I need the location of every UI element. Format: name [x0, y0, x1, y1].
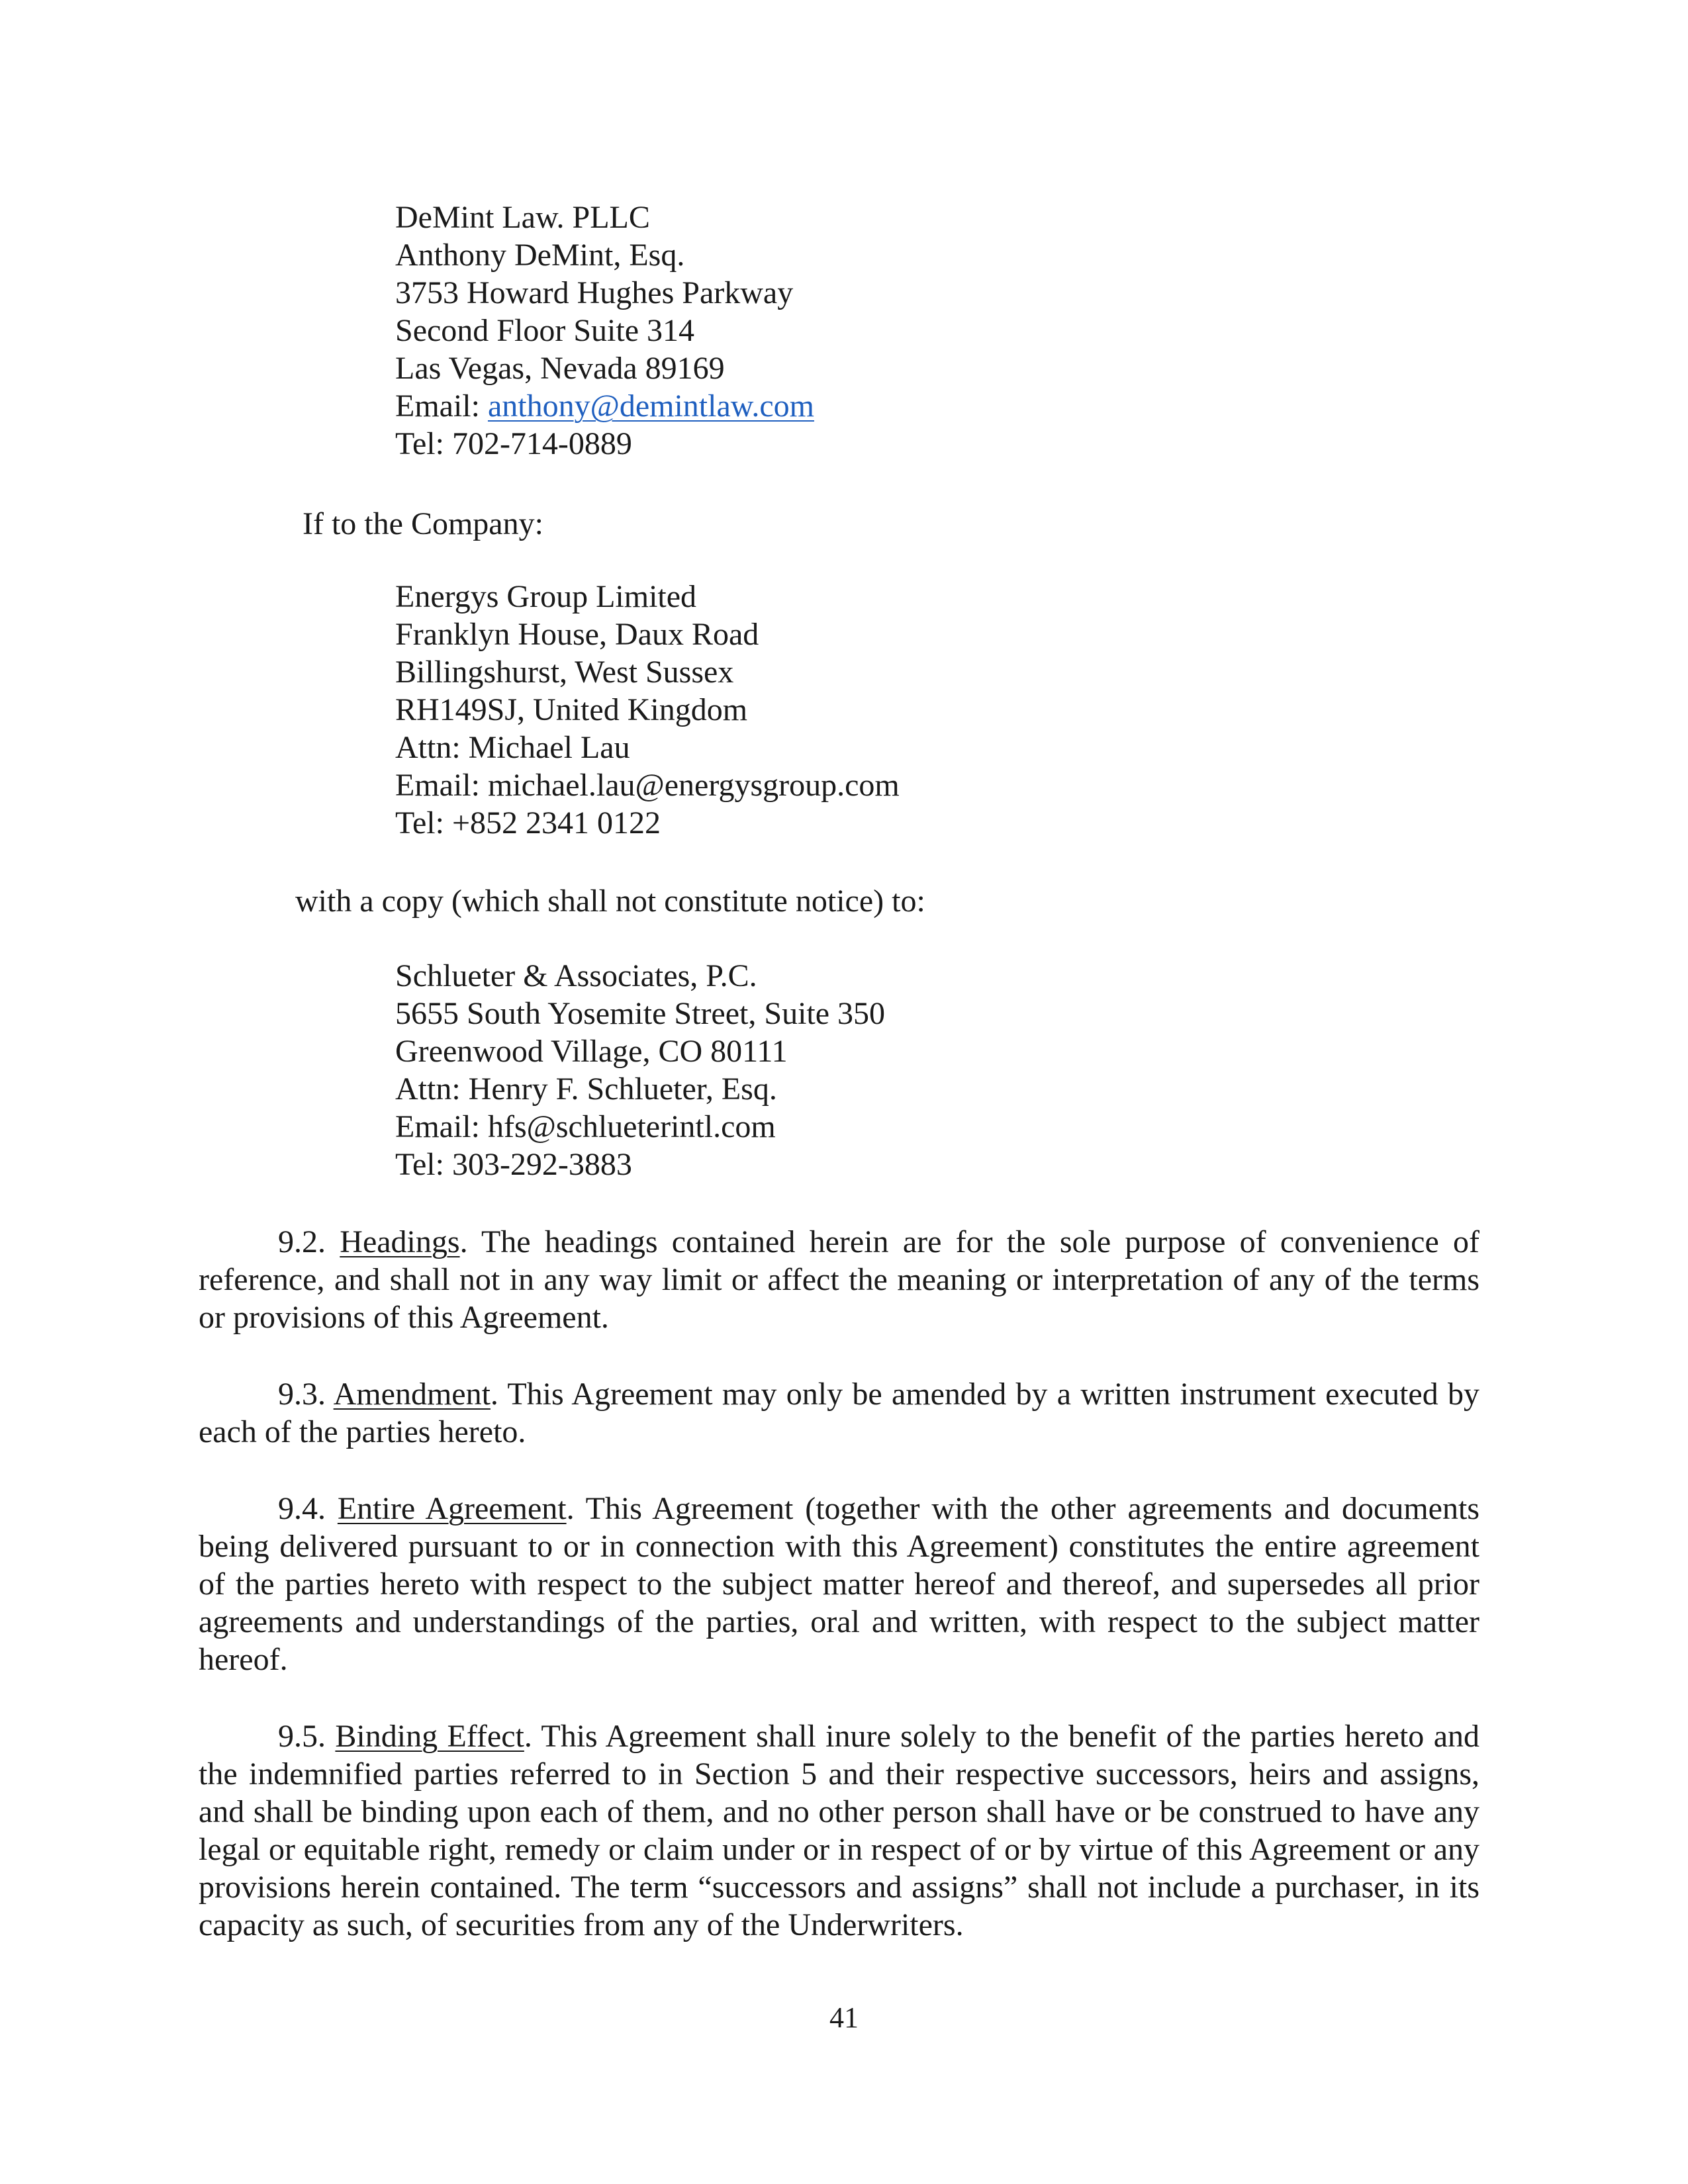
- section-text: . This Agreement shall inure solely to the benefit of the parties hereto and the indemnified parties referred to in Section 5 and their respective successors, heirs and assigns, and shall be binding upon each of them, and no other person shall have or be construed to have any legal or equitable right, remedy or claim under or in respect of or by virtue of this Agreement or any provisions herein contained. The term “successors and assigns” shall not include a purchaser, in its capacity as such, of securities from any of the Underwriters.: [199, 1719, 1480, 1942]
- address-line: 5655 South Yosemite Street, Suite 350: [395, 996, 886, 1031]
- address-line: Tel: 303-292-3883: [395, 1147, 632, 1182]
- copy-intro: [295, 882, 925, 920]
- address-line: RH149SJ, United Kingdom: [395, 692, 748, 727]
- address-line: Tel: +852 2341 0122: [395, 805, 661, 841]
- section-heading: Amendment: [333, 1377, 491, 1412]
- section-text: . This Agreement may only be amended by a written instrument executed by each of the parties hereto.: [199, 1377, 1480, 1449]
- page-number: 41: [829, 2001, 859, 2034]
- address-line: Email: hfs@schlueterintl.com: [395, 1109, 776, 1144]
- section-text: . The headings contained herein are for the sole purpose of convenience of reference, and shall not in any way limit or affect the meaning or interpretation of any of the terms or provisions of this Agreement.: [199, 1224, 1480, 1335]
- section-text: . This Agreement (together with the other agreements and documents being delivered pursuant to or in connection with this Agreement) constitutes the entire agreement of the parties hereto with respect to the subject matter hereof and thereof, and supersedes all prior agreements and understandings of the parties, oral and written, with respect to the subject matter hereof.: [199, 1491, 1480, 1677]
- section-9-5: [199, 1717, 1479, 1944]
- address-line: Energys Group Limited: [395, 579, 697, 614]
- section-heading: Headings: [340, 1224, 460, 1259]
- email-line: [395, 387, 814, 425]
- section-number: 9.5.: [278, 1719, 336, 1754]
- address-line: DeMint Law. PLLC: [395, 200, 650, 235]
- email-link[interactable]: anthony@demintlaw.com: [487, 388, 814, 424]
- counsel-address-block: [395, 199, 814, 463]
- section-heading: Binding Effect: [335, 1719, 524, 1754]
- company-intro-text: If to the Company:: [303, 506, 543, 541]
- section-9-4: [199, 1490, 1479, 1678]
- address-line: Las Vegas, Nevada 89169: [395, 351, 725, 386]
- address-line: Second Floor Suite 314: [395, 313, 694, 348]
- address-line: Schlueter & Associates, P.C.: [395, 958, 757, 993]
- address-line: Attn: Michael Lau: [395, 730, 630, 765]
- section-number: 9.3.: [278, 1377, 334, 1412]
- section-9-2: [199, 1223, 1479, 1336]
- copy-intro-text: with a copy (which shall not constitute notice) to:: [295, 884, 925, 919]
- address-line: Email: michael.lau@energysgroup.com: [395, 768, 900, 803]
- tel-line: Tel: 702-714-0889: [395, 426, 632, 461]
- section-heading: Entire Agreement: [337, 1491, 567, 1526]
- address-line: Anthony DeMint, Esq.: [395, 238, 685, 273]
- company-address-block: [395, 578, 900, 842]
- address-line: Billingshurst, West Sussex: [395, 655, 734, 690]
- section-9-3: [199, 1375, 1479, 1451]
- address-line: Greenwood Village, CO 80111: [395, 1034, 788, 1069]
- address-line: Attn: Henry F. Schlueter, Esq.: [395, 1071, 777, 1107]
- address-line: 3753 Howard Hughes Parkway: [395, 275, 794, 310]
- company-intro: [303, 505, 543, 543]
- section-number: 9.4.: [278, 1491, 338, 1526]
- address-line: Franklyn House, Daux Road: [395, 617, 759, 652]
- copy-address-block: [395, 957, 885, 1183]
- email-label: Email:: [395, 388, 488, 424]
- section-number: 9.2.: [278, 1224, 340, 1259]
